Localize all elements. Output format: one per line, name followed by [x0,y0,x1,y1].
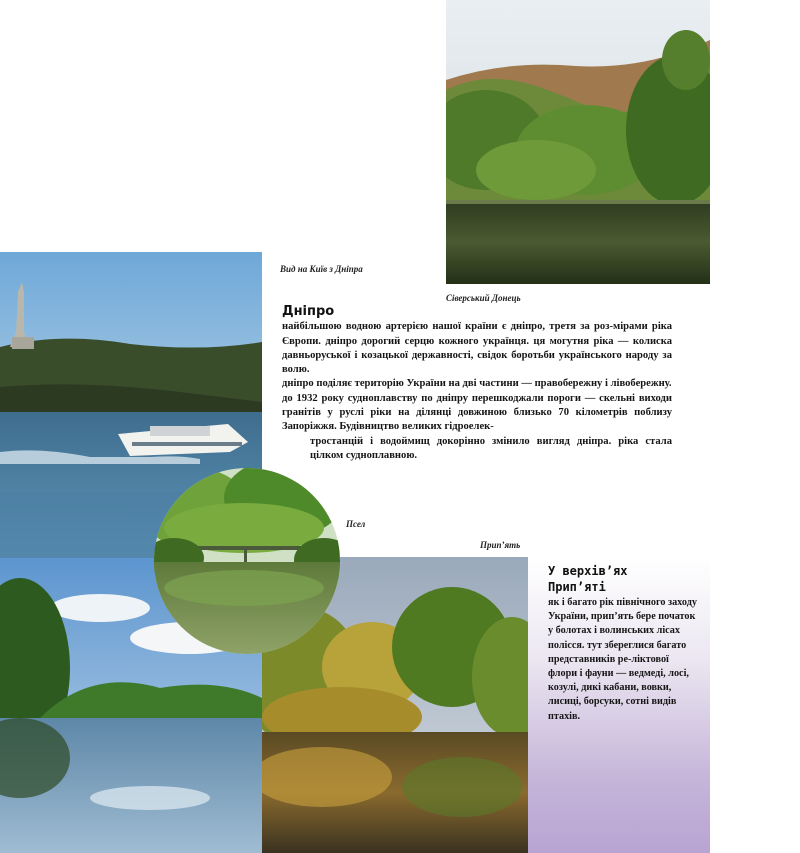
sidebar-prypiat [528,557,710,853]
sidebar-text: як і багато рік північного заходу України, прип’ять бере початок у болотах і волинських лісах полісся. тут збереглися багато представників ре-ліктової флори і фауни — ведмеді, лосі, козулі, дикі кабани, вовки, лисиці, борсуки, сотні видів птахів. [548,597,697,722]
caption-psel: Псел [346,519,366,529]
sidebar-title-line-2: Прип’яті [548,580,606,594]
caption-prypiat: Прип’ять [480,540,521,550]
photo-psel [154,468,340,654]
caption-siverskyi-donets: Сіверський Донець [446,293,521,303]
caption-kyiv: Вид на Київ з Дніпра [280,264,363,274]
article-paragraph-1: найбільшою водною артерією нашої країни є дніпро, третя за роз-мірами ріка Європи. дніпро дорогий серцю кожного українця. ця могутня ріка — колиска давньоруської і козацької державності, свідок боротьби українського народу за волю. [282,321,672,376]
sidebar-title-line-1: У верхів’ях [548,564,628,578]
article-paragraph-4: тростанцій і водоймищ докорінно змінило вигляд дніпра. ріка стала цілком судноплавною. [310,435,672,461]
photo-siverskyi-donets [446,0,710,284]
article-paragraph-3: до 1932 року судноплавству по дніпру перешкоджали пороги — скельні виходи гранітів у руслі ріки на ділянці довжиною близько 70 кілометрів поблизу Запоріжжя. Будівництво великих гідроелек- [282,392,672,433]
article-paragraph-2: дніпро поділяє територію України на дві частини — правобережну і лівобережну. [282,378,672,390]
sidebar-title [548,563,700,595]
article-dnipro [282,305,672,463]
article-title: Дніпро [282,304,335,319]
